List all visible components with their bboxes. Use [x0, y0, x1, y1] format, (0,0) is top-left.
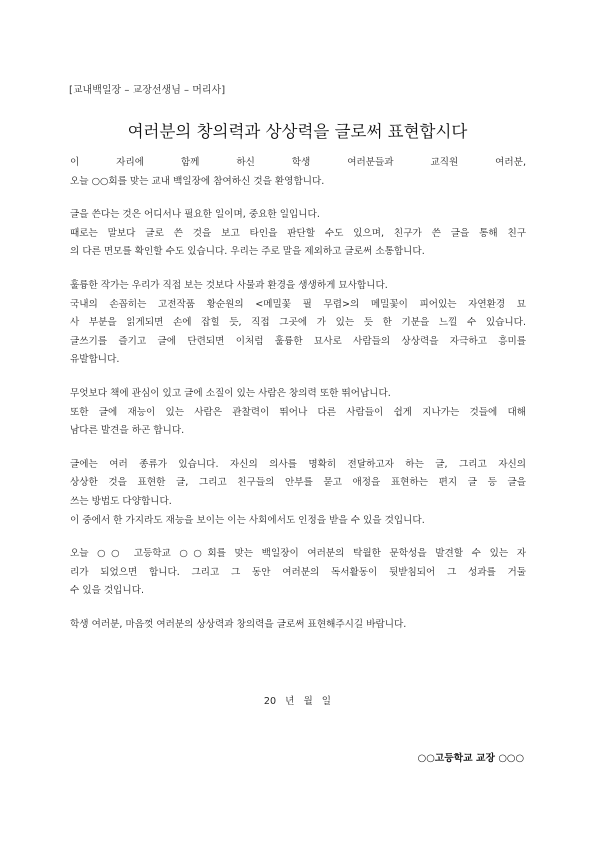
text-line: 또한 글에 재능이 있는 사람은 관찰력이 뛰어나 다른 사람들이 쉽게 지나가는 것들에 대해	[70, 406, 526, 418]
text-line: 수 있을 것입니다.	[70, 585, 145, 597]
text-line: 남다른 발견을 하곤 합니다.	[70, 425, 185, 437]
category-tag: [교내백일장 – 교장선생님 – 머리사]	[69, 85, 226, 96]
text-line: 이 자리에 함께 하신 학생 여러분들과 교직원 여러분,	[70, 157, 526, 168]
text-line: 무엇보다 책에 관심이 있고 글에 소질이 있는 사람은 창의력 또한 뛰어납니다.	[70, 387, 391, 399]
speech-body	[70, 154, 526, 649]
text-line: 훌륭한 작가는 우리가 직접 보는 것보다 사물과 환경을 생생하게 묘사합니다.	[70, 279, 388, 291]
text-line: 이 중에서 한 가지라도 재능을 보이는 이는 사회에서도 인정을 받을 수 있을 것입니다.	[70, 514, 425, 526]
text-line: 유발합니다.	[70, 354, 120, 366]
text-line: 오늘 ○○회를 맞는 교내 백일장에 참여하신 것을 환영합니다.	[70, 175, 325, 187]
text-line: 때로는 말보다 글로 쓴 것을 보고 타인을 판단할 수도 있으며, 친구가 쓴 글을 통해 친구	[70, 227, 526, 239]
text-line: 학생 여러분, 마음껏 여러분의 상상력과 창의력을 글로써 표현해주시길 바랍니다.	[70, 618, 407, 630]
paragraph-greeting	[70, 154, 526, 191]
paragraph-importance	[70, 206, 526, 262]
document-title: 여러분의 창의력과 상상력을 글로써 표현합시다	[127, 122, 468, 141]
paragraph-wishes	[70, 545, 526, 601]
text-line: 리가 되었으면 합니다. 그리고 그 동안 여러분의 독서활동이 뒷받침되어 그 성과를 거둘	[70, 566, 526, 578]
paragraph-description	[70, 277, 526, 370]
text-line: 상상한 것을 표현한 글, 그리고 친구들의 안부를 묻고 애정을 표현하는 편지 글 등 글을	[70, 477, 526, 489]
text-line: 사 부분을 읽게되면 손에 잡힐 듯, 직접 그곳에 가 있는 듯 한 기분을 느낄 수 있습니다.	[70, 317, 526, 329]
text-line: 글쓰기를 즐기고 글에 단련되면 이처럼 훌륭한 묘사로 사람들의 상상력을 자극하고 흥미를	[70, 335, 526, 347]
paragraph-kinds-of-writing	[70, 456, 526, 530]
text-line: 글을 쓴다는 것은 어디서나 필요한 일이며, 중요한 일입니다.	[70, 209, 320, 221]
text-line: 오늘 ○○ 고등학교 ○○회를 맞는 백일장이 여러분의 탁월한 문학성을 발견할 수 있는 자	[70, 548, 526, 560]
paragraph-creativity	[70, 385, 526, 441]
text-line: 의 다른 면모를 확인할 수도 있습니다. 우리는 주로 말을 제외하고 글로써 소통합니다.	[70, 246, 425, 258]
text-line: 글에는 여러 종류가 있습니다. 자신의 의사를 명확히 전달하고자 하는 글, 그리고 자신의	[70, 458, 526, 470]
document-date: 20 년 월 일	[263, 696, 332, 707]
paragraph-closing	[70, 616, 526, 635]
text-line: 국내의 손꼽히는 고전작품 황순원의 <메밀꽃 필 무렵>의 메밀꽃이 피어있는 자연환경 묘	[70, 298, 526, 310]
signature: ○○고등학교 교장 ○○○	[417, 753, 524, 764]
text-line: 쓰는 방법도 다양합니다.	[70, 495, 172, 507]
